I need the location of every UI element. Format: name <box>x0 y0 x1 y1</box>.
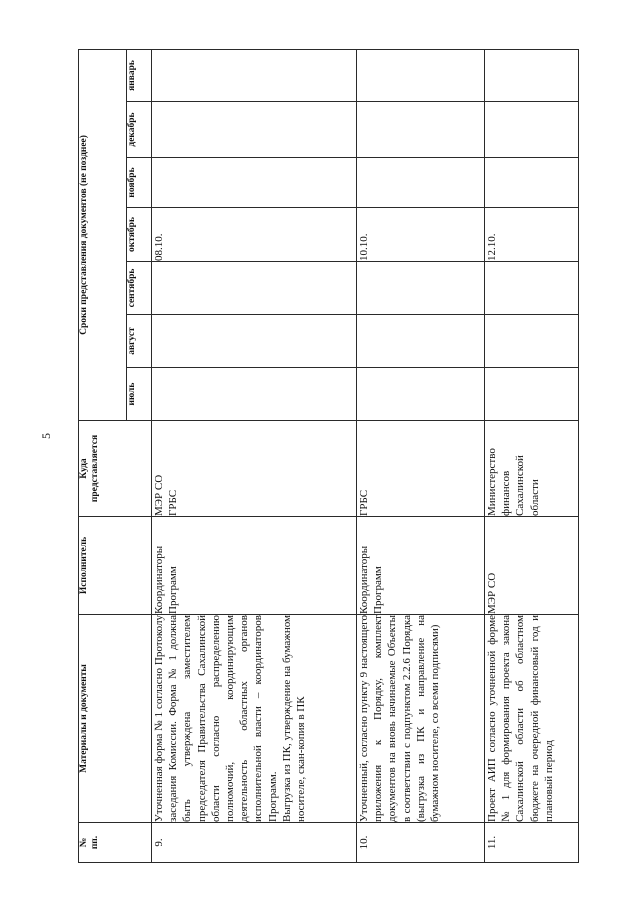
header-month-september: сентябрь <box>127 262 152 315</box>
row-materials: Уточненный, согласно пункту 9 настоящего приложения к Порядку, комплект документов на вновь начинаемые Объекты в соответствии с подпунктом 2.2.6 Порядка (выгрузка из ПК и направление на бумажном носителе, со всеми подписями) <box>357 615 485 823</box>
row-destination: Министерство финансов Сахалинской области <box>485 421 579 517</box>
row-executor: Координаторы Программ <box>152 517 357 615</box>
row-december <box>357 102 485 158</box>
header-month-august: август <box>127 315 152 368</box>
row-august <box>357 315 485 368</box>
row-january <box>485 49 579 101</box>
row-executor: Координаторы Программ <box>357 517 485 615</box>
row-july <box>152 368 357 421</box>
row-destination: ГРБС <box>357 421 485 517</box>
row-august <box>485 315 579 368</box>
row-september <box>485 262 579 315</box>
header-destination: Куда представляется <box>79 421 152 517</box>
header-month-july: июль <box>127 368 152 421</box>
header-num: № пп. <box>79 823 152 863</box>
row-january <box>152 49 357 101</box>
header-row <box>79 49 127 862</box>
row-num: 10. <box>357 823 485 863</box>
row-executor: МЭР СО <box>485 517 579 615</box>
row-october: 12.10. <box>485 208 579 262</box>
row-november <box>485 158 579 208</box>
header-month-november: ноябрь <box>127 158 152 208</box>
row-august <box>152 315 357 368</box>
row-destination: МЭР СО ГРБС <box>152 421 357 517</box>
row-october: 10.10. <box>357 208 485 262</box>
rotated-table-wrapper <box>78 50 555 863</box>
row-july <box>485 368 579 421</box>
row-october: 08.10. <box>152 208 357 262</box>
row-september <box>152 262 357 315</box>
row-july <box>357 368 485 421</box>
header-materials: Материалы и документы <box>79 615 152 823</box>
deadlines-table <box>78 49 579 863</box>
header-deadlines: Сроки представления документов (не позднее) <box>79 49 127 420</box>
row-materials: Уточненная форма № 1 согласно Протоколу заседания Комиссии. Форма № 1 должна быть утверждена заместителем председателя Правительства Сахалинской области согласно распределению полномочий, координирующим деятельность областных органов исполнительной власти – координаторов Программ. Выгрузка из ПК, утверждение на бумажном носителе, скан-копия в ПК <box>152 615 357 823</box>
row-november <box>152 158 357 208</box>
header-executor: Исполнитель <box>79 517 152 615</box>
page-number: 5 <box>39 433 53 439</box>
row-num: 11. <box>485 823 579 863</box>
table-row <box>485 49 579 862</box>
row-november <box>357 158 485 208</box>
table-row <box>152 49 357 862</box>
row-september <box>357 262 485 315</box>
header-month-october: октябрь <box>127 208 152 262</box>
header-month-january: январь <box>127 49 152 101</box>
row-materials: Проект АИП согласно уточненной форме № 1 для формирования проекта закона Сахалинской области об областном бюджете на очередной финансовый год и плановый период <box>485 615 579 823</box>
row-num: 9. <box>152 823 357 863</box>
header-month-december: декабрь <box>127 102 152 158</box>
table-row <box>357 49 485 862</box>
row-december <box>152 102 357 158</box>
row-january <box>357 49 485 101</box>
row-december <box>485 102 579 158</box>
